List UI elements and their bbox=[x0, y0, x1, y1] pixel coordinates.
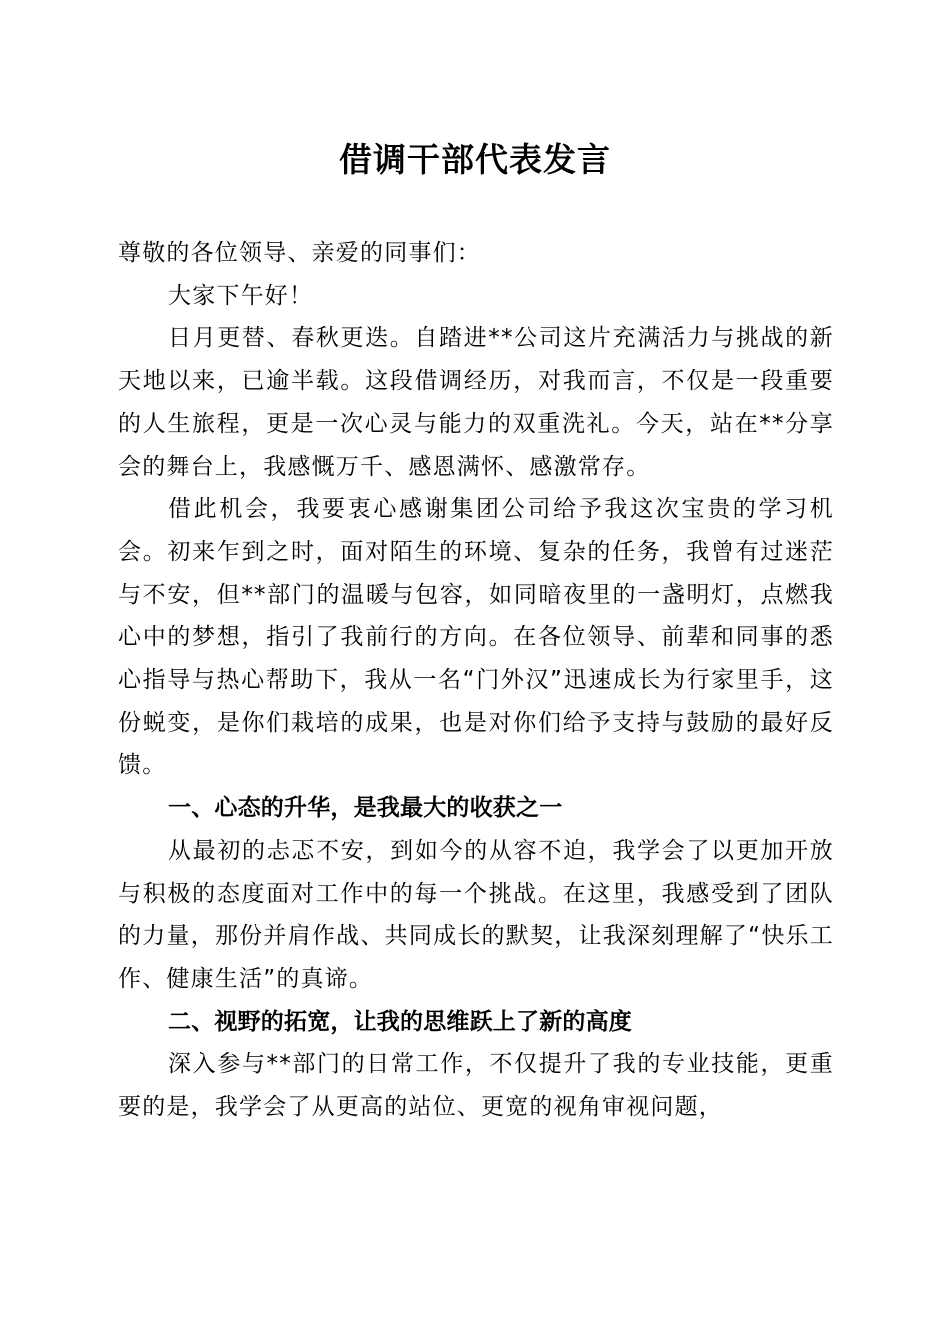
section-paragraph: 深入参与**部门的日常工作，不仅提升了我的专业技能，更重要的是，我学会了从更高的站位、更宽的视角审视问题， bbox=[118, 1051, 834, 1121]
section-heading: 一、心态的升华，是我最大的收获之一 bbox=[168, 795, 563, 822]
paragraph: 借此机会，我要衷心感谢集团公司给予我这次宝贵的学习机会。初来乍到之时，面对陌生的环境、复杂的任务，我曾有过迷茫与不安，但**部门的温暖与包容，如同暗夜里的一盏明灯，点燃我心中的梦想，指引了我前行的方向。在各位领导、前辈和同事的悉心指导与热心帮助下，我从一名“门外汉”迅速成长为行家里手，这份蜕变，是你们栽培的成果，也是对你们给予支持与鼓励的最好反馈。 bbox=[118, 496, 834, 779]
greeting: 大家下午好！ bbox=[168, 282, 314, 309]
document-body bbox=[118, 232, 834, 1129]
salutation: 尊敬的各位领导、亲爱的同事们： bbox=[118, 240, 481, 266]
document-title: 借调干部代表发言 bbox=[339, 140, 611, 179]
section-heading: 二、视野的拓宽，让我的思维跃上了新的高度 bbox=[168, 1008, 632, 1035]
section-paragraph: 从最初的忐忑不安，到如今的从容不迫，我学会了以更加开放与积极的态度面对工作中的每一个挑战。在这里，我感受到了团队的力量，那份并肩作战、共同成长的默契，让我深刻理解了“快乐工作、健康生活”的真谛。 bbox=[118, 837, 834, 992]
paragraph: 日月更替、春秋更迭。自踏进**公司这片充满活力与挑战的新天地以来，已逾半载。这段借调经历，对我而言，不仅是一段重要的人生旅程，更是一次心灵与能力的双重洗礼。今天，站在**分享会的舞台上，我感慨万千、感恩满怀、感激常存。 bbox=[118, 325, 834, 480]
